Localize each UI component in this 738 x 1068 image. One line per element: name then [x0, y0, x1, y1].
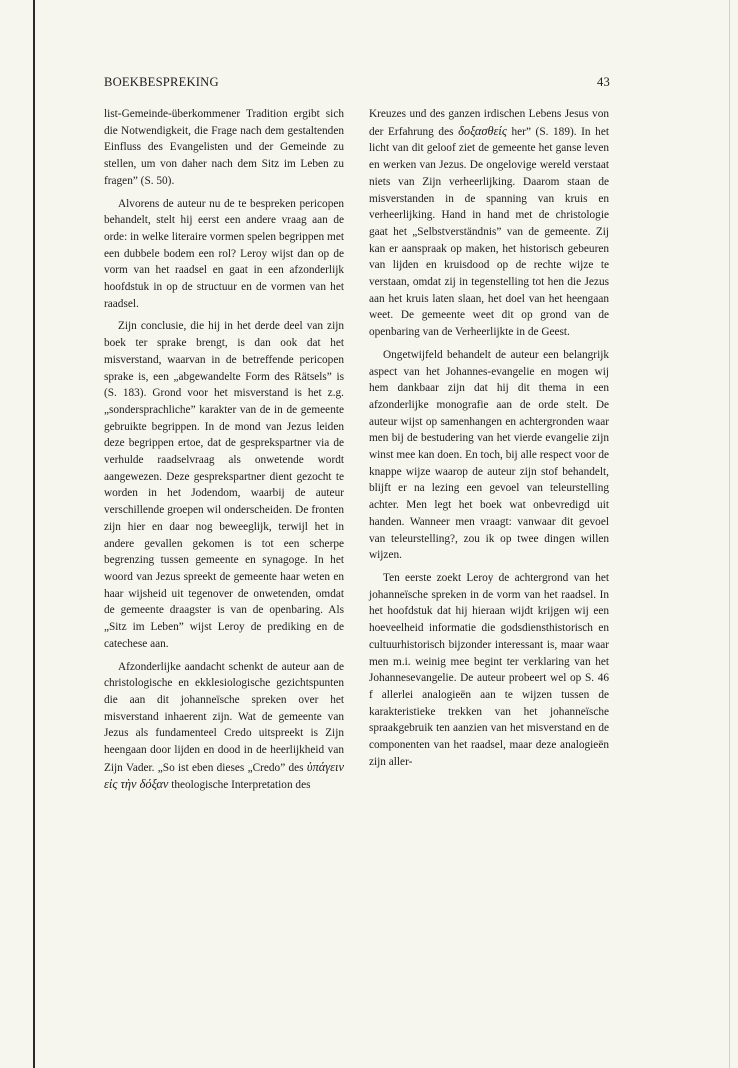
page-number: 43	[597, 75, 610, 89]
paragraph-text: theologische Interpretation des	[171, 779, 311, 792]
paragraph-text: Afzonderlijke aandacht schenkt de auteur aan de christologische en ekklesiologische gezichtspunten die aan dit johanneïsche spreken over het misverstand inhaerent zijn. Wat de gemeente van Jezus als fundamenteel Credo uitspreekt is Zijn heengaan door lijden en dood in de heerlijkheid van Zijn Vader. „So ist eben dieses „Credo” des	[104, 660, 344, 774]
paragraph-text: her” (S. 189). In het licht van dit geloof ziet de gemeente het ganse leven en werken van Jezus. De ongelovige wereld verstaat niets van Zijn verheerlijking. Daarom staan de misverstanden in de spanning van kruis en verheerlijking. Hand in hand met de christologie gaat het „Selbstverständnis” van de gemeente. Zij kan er aanspraak op maken, het historisch gebeuren van lijden en kruisdood op de rechte wijze te verstaan, omdat zij in tegenstelling tot hen die Jezus aan het kruis laten slaan, het doel van het heengaan weet. De gemeente weet dit op grond van de openbaring van de Verheerlijkte in de Geest.	[369, 125, 609, 339]
left-column	[104, 106, 344, 794]
greek-phrase: ὑπάγειν εἰς τὴν δόξαν	[104, 759, 344, 792]
page-header	[104, 75, 610, 95]
paragraph: list-Gemeinde-überkommener Tradition ergibt sich die Notwendigkeit, die Frage nach dem gestaltenden Einfluss des Evangelisten und der Gemeinde zu stellen, um von daher nach dem Sitz im Leben zu fragen” (S. 50).	[104, 108, 344, 187]
paragraph	[369, 106, 609, 341]
paragraph: Alvorens de auteur nu de te bespreken pericopen behandelt, stelt hij eerst een andere vraag aan de orde: in welke literaire vormen spelen begrippen met een dubbele bodem een rol? Leroy wijst dan op de vorm van het raadsel en gaat in een afzonderlijk hoofdstuk in op de structuur en de vormen van het raadsel.	[104, 197, 344, 310]
paragraph: Ongetwijfeld behandelt de auteur een belangrijk aspect van het Johannes-evangelie en mogen wij hem dankbaar zijn dat hij dit thema in een afzonderlijke monografie aan de orde stelt. De auteur wijst op samenhangen en achtergronden waar men bij de bestudering van het vierde evangelie zijn winst mee kan doen. En toch, bij alle respect voor de knappe wijze waarop de auteur zijn stof behandelt, blijft er na lezing een gevoel van teleurstelling achter. Men legt het boek wat onbevredigd uit handen. Wanneer men vraagt: vanwaar dit gevoel van teleurstelling?, zou ik op twee dingen willen wijzen.	[369, 348, 609, 562]
running-title: BOEKBESPREKING	[104, 75, 219, 89]
paragraph: Ten eerste zoekt Leroy de achtergrond van het johanneïsche spreken in de vorm van het raadsel. In het hoofdstuk dat hij hieraan wijdt krijgen wij een hoeveelheid informatie die godsdiensthistorisch en cultuurhistorisch bijzonder interessant is, maar waar men m.i. weinig mee begint ter verklaring van het Johannesevangelie. De auteur probeert wel op S. 46 f allerlei analogieën aan te wijzen tussen de karakteristieke trekken van het johanneïsche spraakgebruik ten aanzien van het misverstand en de componenten van het raadsel, maar deze analogieën zijn aller-	[369, 571, 609, 768]
greek-phrase: δοξασθείς	[458, 123, 507, 138]
scan-edge	[729, 0, 730, 1068]
right-column	[369, 106, 609, 770]
paragraph-text: Kreuzes und des ganzen irdischen Lebens Jesus von der Erfahrung des	[369, 108, 609, 138]
page-binding-edge	[33, 0, 35, 1068]
paragraph	[104, 659, 344, 795]
paragraph: Zijn conclusie, die hij in het derde deel van zijn boek ter sprake brengt, is dan ook dat het misverstand, waarvan in de betreffende pericopen sprake is, een „abgewandelte Form des Rätsels” is (S. 183). Grond voor het misverstand is het z.g. „sondersprachliche” karakter van de in de gemeente gebruikte begrippen. In de mond van Jezus leiden deze begrippen ertoe, dat de gesprekspartner via de verhulde raadselvraag als onwetende wordt aangewezen. Deze gesprekspartner dient gezocht te worden in het Jodendom, waarbij de auteur verschillende groepen wil onderscheiden. De fronten zijn hier en daar nog beweeglijk, terwijl het in andere gevallen gekomen is tot een scherpe begrenzing tussen gemeente en synagoge. In het woord van Jezus spreekt de gemeente haar weten en haar wijsheid uit tegenover de onwetenden, omdat de gemeente draagster is van de openbaring. Als „Sitz im Leben” wijst Leroy de prediking en de catechese aan.	[104, 320, 344, 650]
